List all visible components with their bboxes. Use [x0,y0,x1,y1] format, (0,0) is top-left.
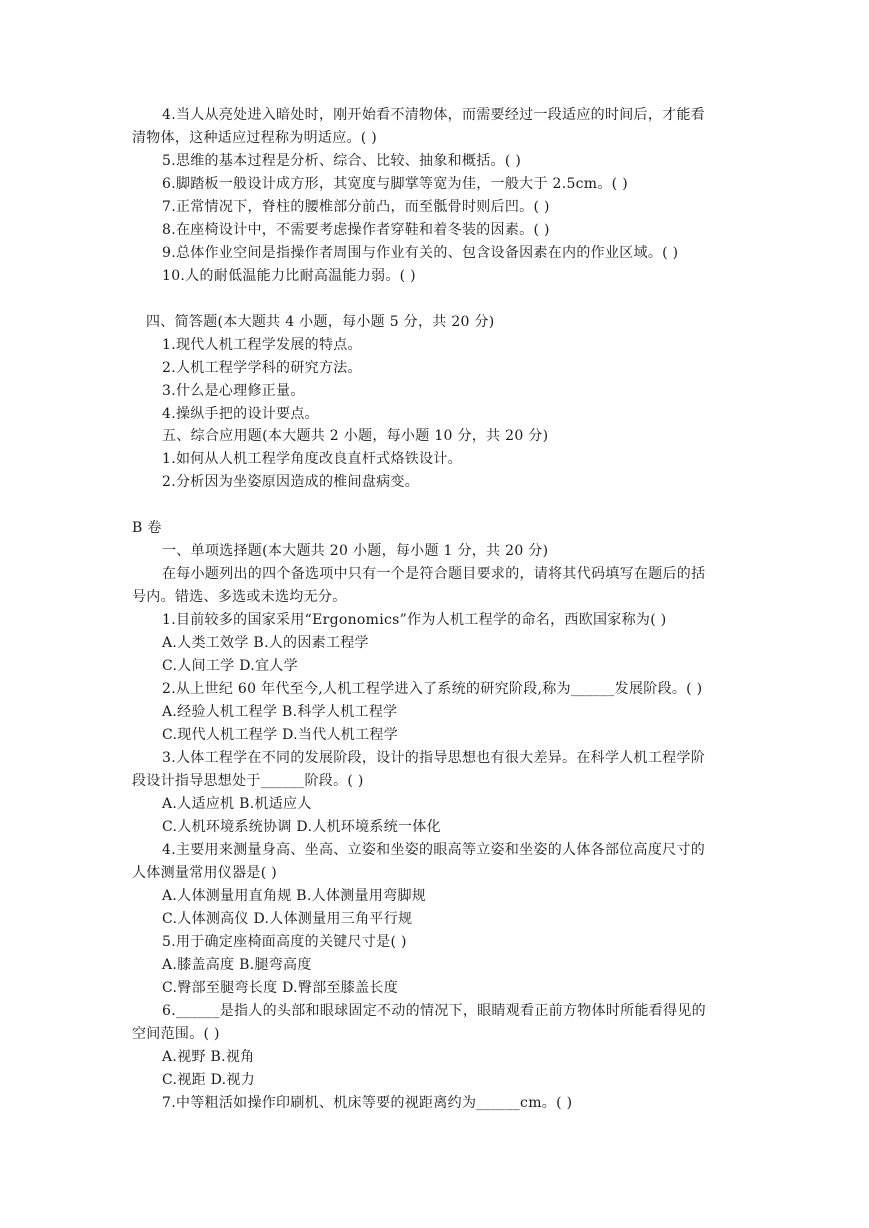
section5-heading: 五、综合应用题(本大题共 2 小题，每小题 10 分，共 20 分) [162,428,549,444]
question-4-options-ab: A.人体测量用直角规 B.人体测量用弯脚规 [162,888,427,904]
instructions-line1: 在每小题列出的四个备选项中只有一个是符合题目要求的，请将其代码填写在题后的括 [162,566,706,582]
tf-item-10: 10.人的耐低温能力比耐高温能力弱。( ) [162,268,416,284]
instructions-line2: 号内。错选、多选或未选均无分。 [132,589,347,605]
question-2-stem: 2.从上世纪 60 年代至今,人机工程学进入了系统的研究阶段,称为______发展阶段。( ) [162,681,703,697]
tf-item-5: 5.思维的基本过程是分析、综合、比较、抽象和概括。( ) [162,153,522,169]
question-5-stem: 5.用于确定座椅面高度的关键尺寸是( ) [162,934,407,950]
section4-item-2: 2.人机工程学学科的研究方法。 [162,360,362,376]
question-6-stem-line2: 空间范围。( ) [132,1026,220,1042]
question-3-stem-line2: 段设计指导思想处于______阶段。( ) [132,773,364,789]
section4-item-3: 3.什么是心理修正量。 [162,383,305,399]
section5-item-1: 1.如何从人机工程学角度改良直杆式烙铁设计。 [162,451,462,467]
question-4-options-cd: C.人体测高仪 D.人体测量用三角平行规 [162,911,413,927]
question-3-options-ab: A.人适应机 B.机适应人 [162,796,312,812]
part-b-title: B 卷 [132,520,162,536]
tf-item-4-line2: 清物体，这种适应过程称为明适应。( ) [132,130,378,146]
question-3-options-cd: C.人机环境系统协调 D.人机环境系统一体化 [162,819,441,835]
question-6-options-cd: C.视距 D.视力 [162,1072,255,1088]
question-6-stem-line1: 6.______是指人的头部和眼球固定不动的情况下，眼睛观看正前方物体时所能看得见的 [162,1003,706,1019]
part-b-section1-heading: 一、单项选择题(本大题共 20 小题，每小题 1 分，共 20 分) [162,543,549,559]
question-1-options-cd: C.人间工学 D.宜人学 [162,658,298,674]
question-5-options-cd: C.臀部至腿弯长度 D.臀部至膝盖长度 [162,980,398,996]
tf-item-4-line1: 4.当人从亮处进入暗处时，刚开始看不清物体，而需要经过一段适应的时间后，才能看 [162,107,706,123]
question-2-options-cd: C.现代人机工程学 D.当代人机工程学 [162,727,398,743]
question-4-stem-line2: 人体测量常用仪器是( ) [132,865,277,881]
section4-item-1: 1.现代人机工程学发展的特点。 [162,337,362,353]
question-6-options-ab: A.视野 B.视角 [162,1049,255,1065]
question-3-stem-line1: 3.人体工程学在不同的发展阶段，设计的指导思想也有很大差异。在科学人机工程学阶 [162,750,706,766]
tf-item-6: 6.脚踏板一般设计成方形，其宽度与脚掌等宽为佳，一般大于 2.5cm。( ) [162,176,628,192]
tf-item-7: 7.正常情况下，脊柱的腰椎部分前凸，而至骶骨时则后凹。( ) [162,199,550,215]
question-5-options-ab: A.膝盖高度 B.腿弯高度 [162,957,312,973]
question-4-stem-line1: 4.主要用来测量身高、坐高、立姿和坐姿的眼高等立姿和坐姿的人体各部位高度尺寸的 [162,842,706,858]
question-2-options-ab: A.经验人机工程学 B.科学人机工程学 [162,704,398,720]
section4-heading: 四、简答题(本大题共 4 小题，每小题 5 分，共 20 分) [146,314,495,330]
section5-item-2: 2.分析因为坐姿原因造成的椎间盘病变。 [162,474,420,490]
question-1-stem: 1.目前较多的国家采用“Ergonomics”作为人机工程学的命名，西欧国家称为( ) [162,612,667,628]
question-1-options-ab: A.人类工效学 B.人的因素工程学 [162,635,369,651]
section4-item-4: 4.操纵手把的设计要点。 [162,406,319,422]
question-7-stem: 7.中等粗活如操作印刷机、机床等要的视距离约为______cm。( ) [162,1095,573,1111]
tf-item-9: 9.总体作业空间是指操作者周围与作业有关的、包含设备因素在内的作业区域。( ) [162,245,679,261]
tf-item-8: 8.在座椅设计中，不需要考虑操作者穿鞋和着冬装的因素。( ) [162,222,550,238]
